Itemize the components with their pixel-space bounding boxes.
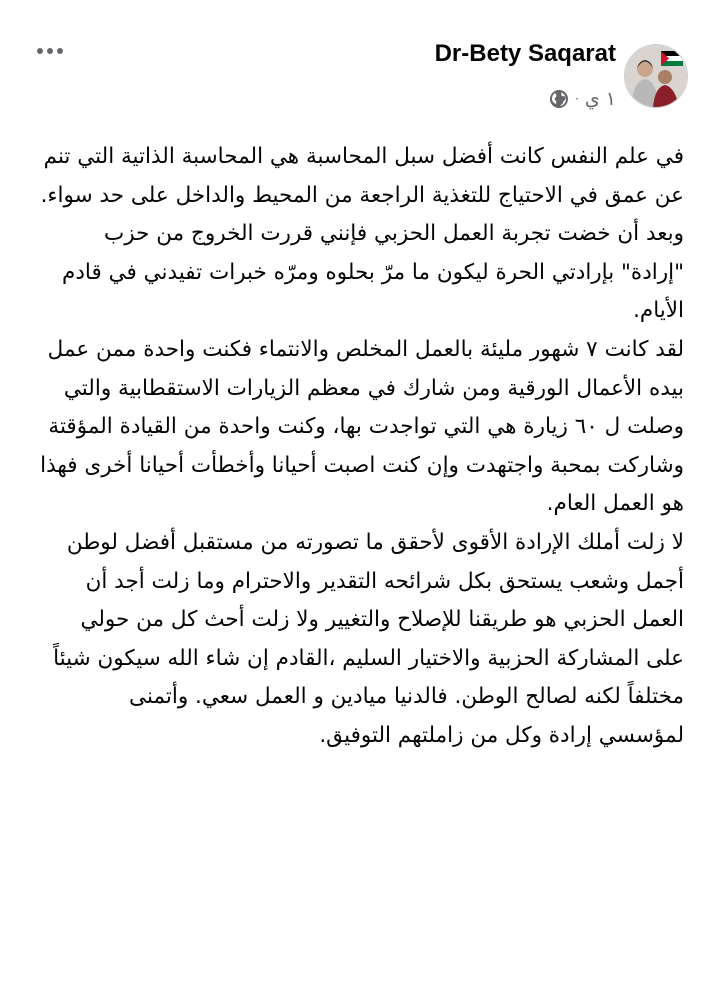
- post-time[interactable]: ١ ي: [584, 88, 616, 110]
- author-name[interactable]: Dr-Bety Saqarat: [434, 40, 616, 67]
- more-dots-icon: [37, 48, 43, 54]
- post-paragraph: في علم النفس كانت أفضل سبل المحاسبة هي المحاسبة الذاتية التي تنم عن عمق في الاحتياج للتغذية الراجعة من المحيط والداخل على حد سواء.: [40, 144, 684, 208]
- post-paragraph: وبعد أن خضت تجربة العمل الحزبي فإنني قررت الخروج من حزب "إرادة" بإرادتي الحرة ليكون ما مرّ بحلوه ومرّه خبرات تفيدني في قادم الأيام.: [62, 221, 684, 324]
- post-paragraph: لقد كانت ٧ شهور مليئة بالعمل المخلص والانتماء فكنت واحدة ممن عمل بيده الأعمال الورقية ومن شارك في معظم الزيارات الاستقطابية والتي وصلت ل ٦٠ زيارة هي التي تواجدت بها، وكنت واحدة من القيادة المؤقتة وشاركت بمحبة واجتهدت وإن كنت اصبت أحيانا وأخطأت أحيانا أخرى فهذا هو العمل العام.: [40, 336, 684, 517]
- meta-separator: ·: [575, 92, 579, 106]
- post-meta: [549, 88, 616, 110]
- previous-post-edge: [0, 0, 720, 14]
- more-options-button[interactable]: [30, 36, 70, 66]
- post-body: [38, 138, 684, 756]
- globe-icon[interactable]: [549, 89, 569, 109]
- post-header: [0, 36, 720, 116]
- author-avatar[interactable]: [624, 44, 688, 108]
- post-paragraph: لا زلت أملك الإرادة الأقوى لأحقق ما تصورته من مستقبل أفضل لوطن أجمل وشعب يستحق بكل شرائحه التقدير والاحترام وما زلت أجد أن العمل الحزبي هو طريقنا للإصلاح والتغيير ولا زلت أحث كل من حولي على المشاركة الحزبية والاختيار السليم ،القادم إن شاء الله سيكون شيئاً مختلفاً لكنه لصالح الوطن. فالدنيا ميادين و العمل سعي. وأتمنى لمؤسسي إرادة وكل من زاملتهم التوفيق.: [53, 529, 684, 748]
